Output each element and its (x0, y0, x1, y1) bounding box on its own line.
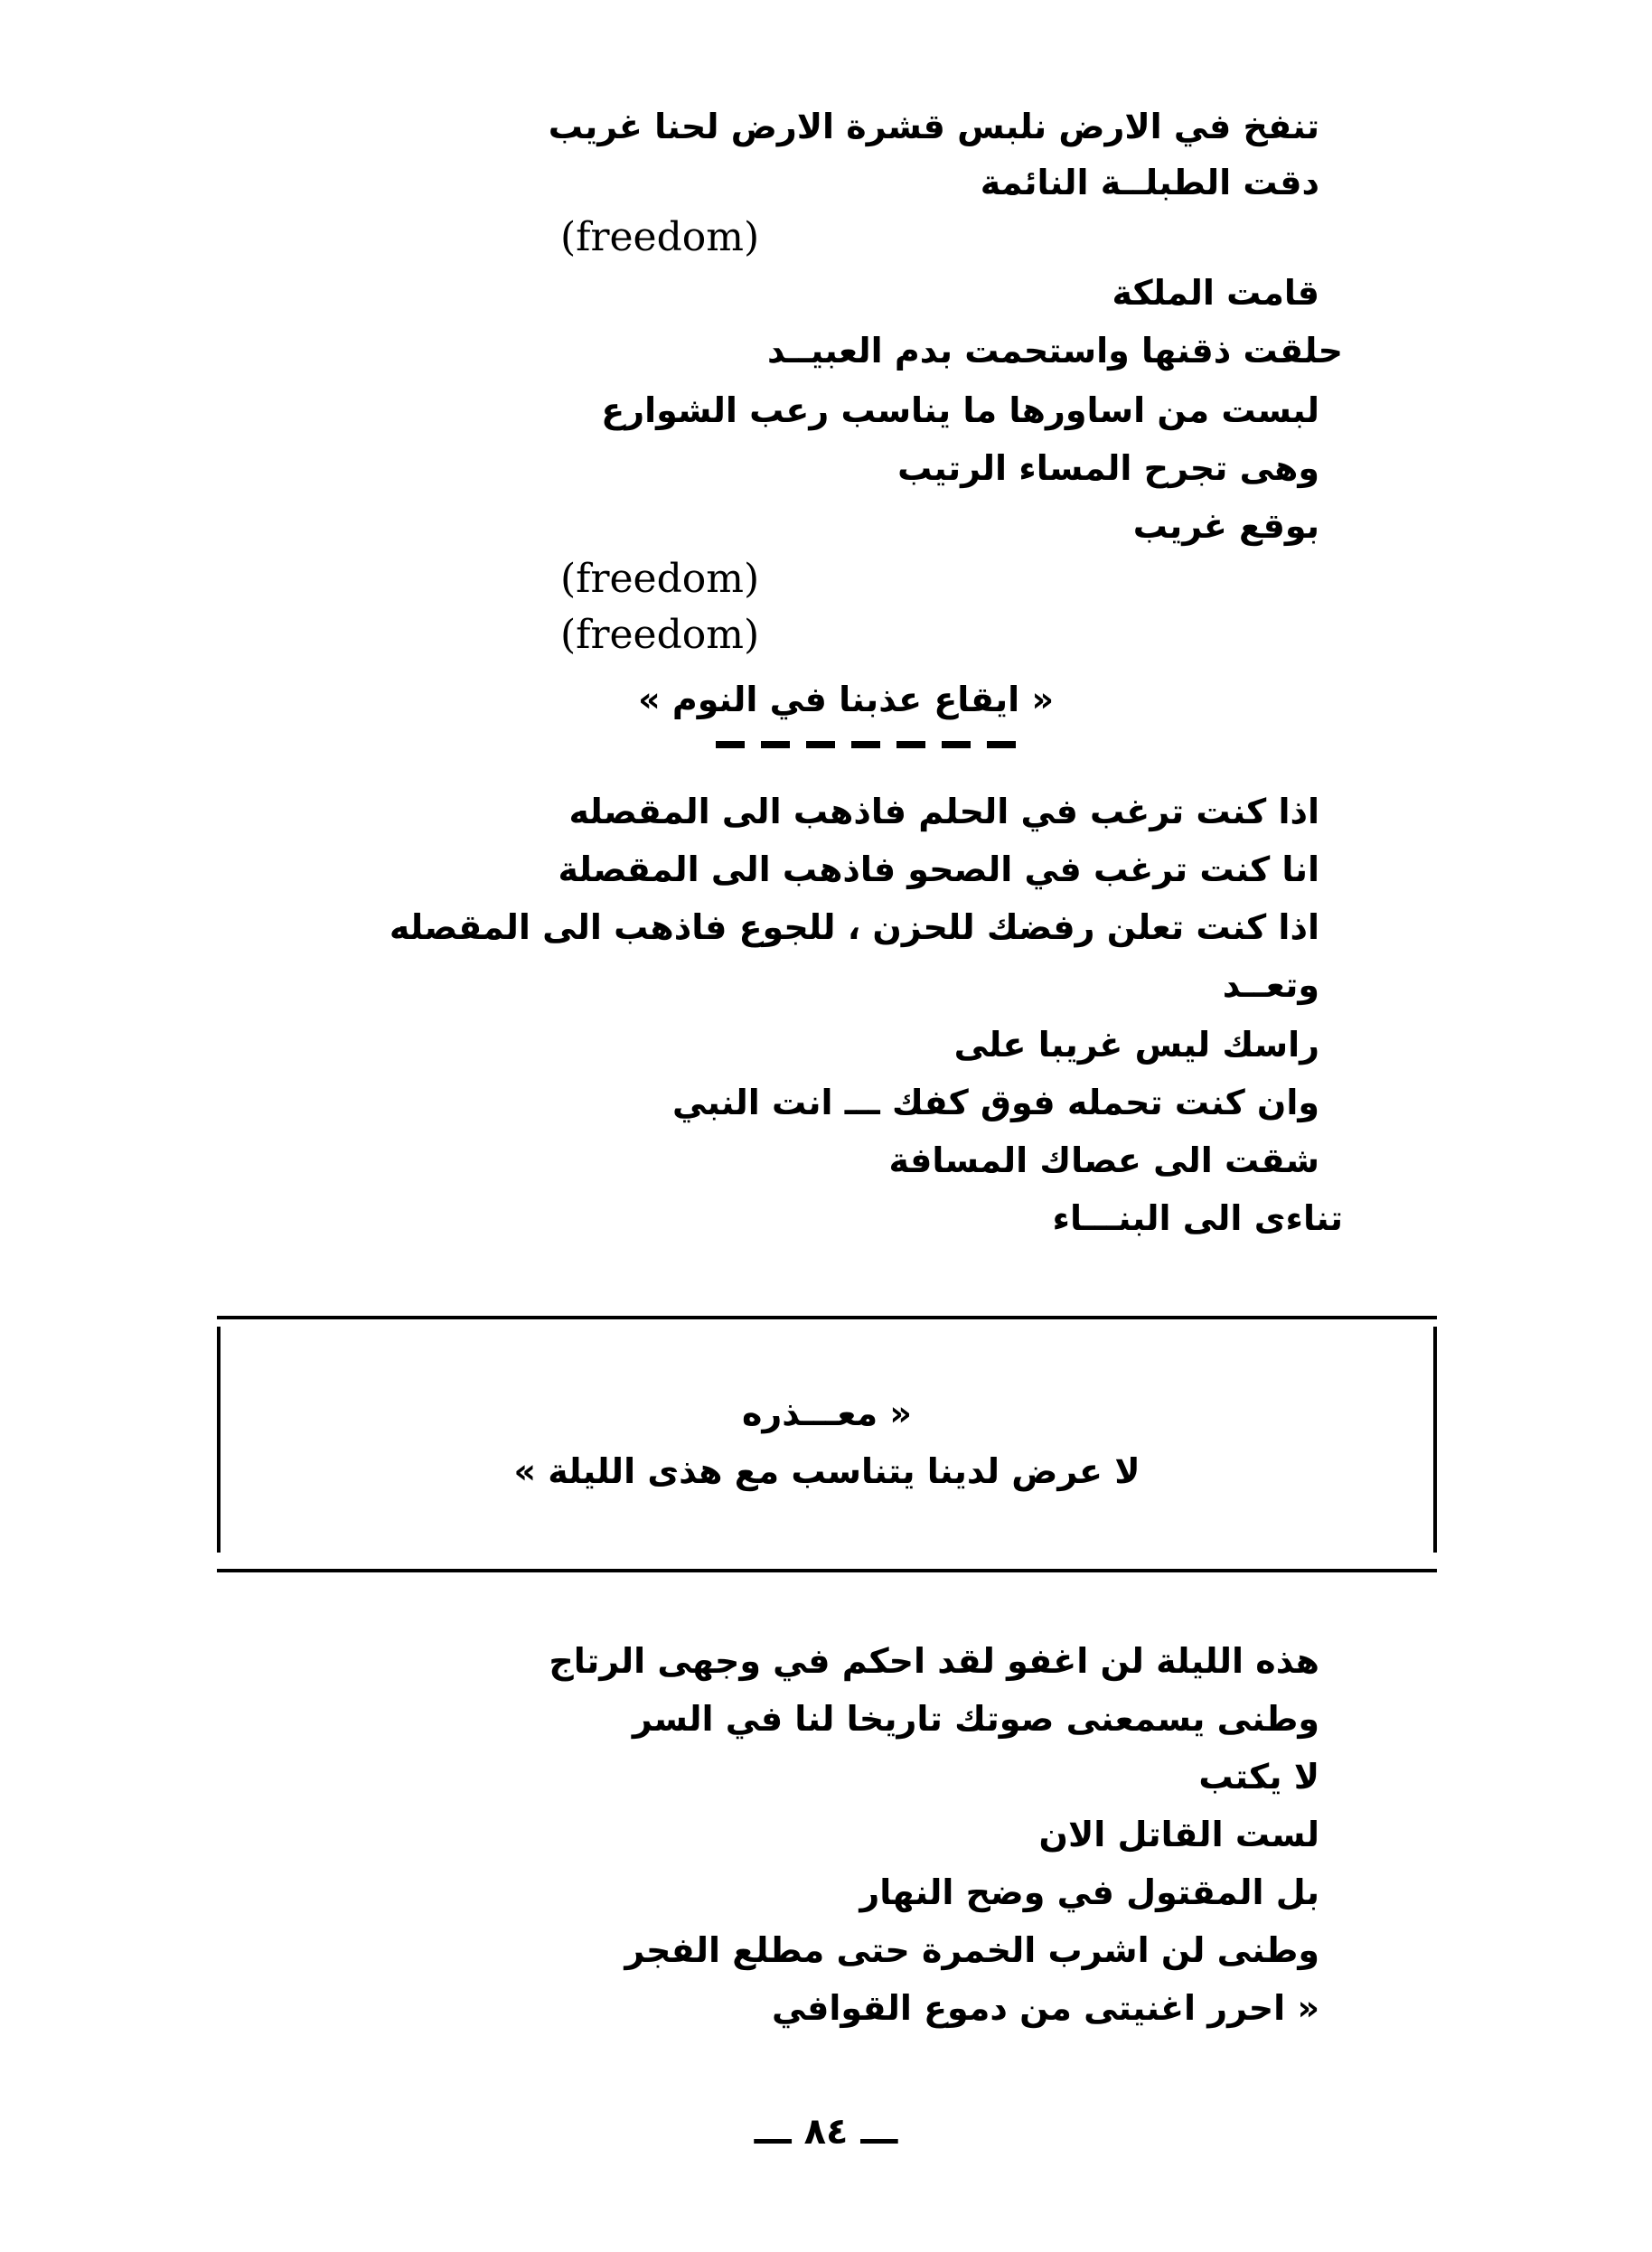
box-right-rule (1433, 1327, 1437, 1553)
page-number: ـــ ٨٤ ـــ (754, 2111, 898, 2153)
poem2-line-8: تناءى الى البنـــاء (1052, 1198, 1343, 1238)
poem3-line-6: وطنى لن اشرب الخمرة حتى مطلع الفجر (624, 1930, 1319, 1970)
poem1-line-7: بوقع غريب (1132, 506, 1319, 546)
poem1-line-2: دقت الطبلــة النائمة (980, 163, 1319, 202)
box-top-rule (217, 1316, 1437, 1319)
poem2-line-1: اذا كنت ترغب في الحلم فاذهب الى المقصله (568, 792, 1319, 831)
poem2-line-4: وتعــد (1222, 965, 1319, 1005)
box-line-2: لا عرض لدينا يتناسب مع هذى الليلة » (513, 1451, 1140, 1491)
box-line-1: « معـــذره (742, 1393, 912, 1433)
poem1-line-6: وهى تجرح المساء الرتيب (897, 448, 1319, 488)
box-left-rule (217, 1327, 221, 1553)
freedom-line-1: (freedom) (560, 214, 760, 260)
poem1-line-1: تنفخ في الارض نلبس قشرة الارض لحنا غريب (548, 107, 1319, 146)
dashed-divider (716, 741, 1032, 748)
box-bottom-rule (217, 1569, 1437, 1572)
poem2-line-6: وان كنت تحمله فوق كفك ـــ انت النبي (672, 1083, 1319, 1122)
poem2-line-7: شقت الى عصاك المسافة (888, 1140, 1319, 1180)
poem3-line-2: وطنى يسمعنى صوتك تاريخا لنا في السر (632, 1699, 1319, 1739)
poem3-line-4: لست القاتل الان (1038, 1815, 1319, 1854)
poem2-line-5: راسك ليس غريبا على (953, 1025, 1319, 1065)
poem1-line-4: حلقت ذقنها واستحمت بدم العبيــد (766, 331, 1343, 371)
poem2-line-3: اذا كنت تعلن رفضك للحزن ، للجوع فاذهب الى المقصله (389, 907, 1319, 947)
freedom-line-2: (freedom) (560, 556, 760, 602)
poem3-line-7: « احرر اغنيتى من دموع القوافي (772, 1988, 1319, 2028)
poem1-line-3: قامت الملكة (1112, 273, 1319, 313)
poem3-line-5: بل المقتول في وضح النهار (859, 1872, 1319, 1912)
poem1-line-5: لبست من اساورها ما يناسب رعب الشوارع (601, 390, 1319, 430)
poem3-line-3: لا يكتب (1198, 1757, 1319, 1797)
poem3-line-1: هذه الليلة لن اغفو لقد احكم في وجهى الرتاج (549, 1641, 1319, 1681)
section-title: « ايقاع عذبنا في النوم » (638, 680, 1054, 719)
freedom-line-3: (freedom) (560, 612, 760, 658)
poem2-line-2: انا كنت ترغب في الصحو فاذهب الى المقصلة (558, 849, 1319, 889)
